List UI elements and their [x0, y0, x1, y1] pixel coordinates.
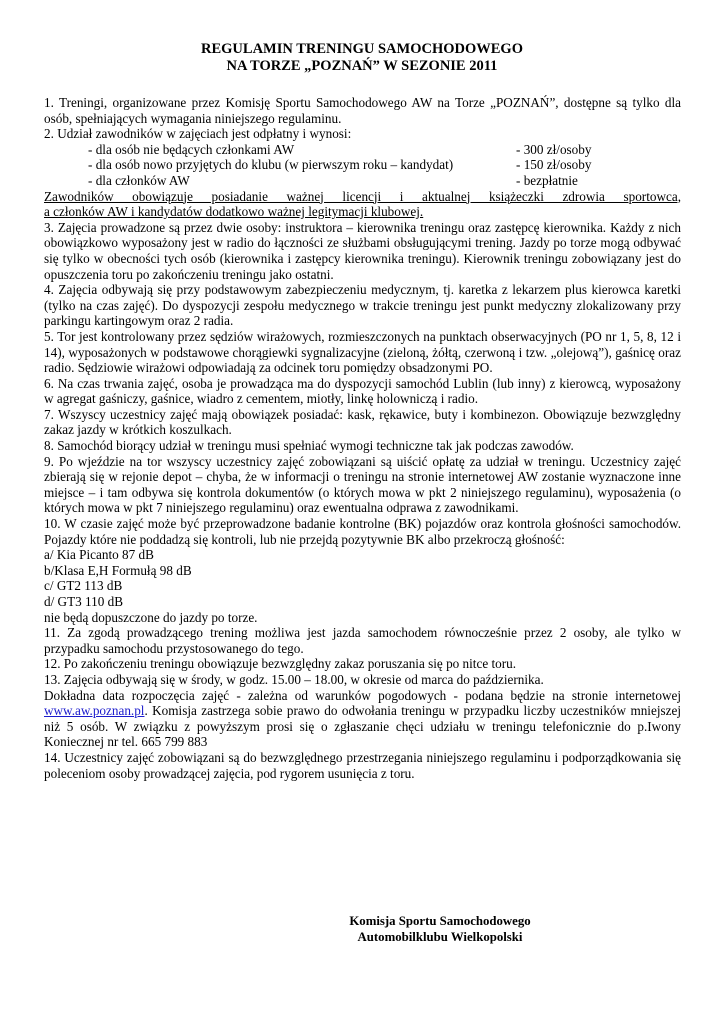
signature-line2: Automobilklubu Wielkopolski — [357, 930, 523, 944]
fee-row — [44, 173, 681, 189]
rule-6: 6. Na czas trwania zajęć, osoba je prowadząca ma do dyspozycji samochód Lublin (lub inny) z kierowcą, wyposażony w agregat gaśniczy, gaśnice, wiadro z cementem, miotły, linkę holowniczą i radio. — [44, 375, 681, 407]
rule-1: 1. Treningi, organizowane przez Komisję Sportu Samochodowego AW na Torze „POZNAŃ”, dostępne są tylko dla osób, spełniających wymagania niniejszego regulaminu. — [44, 95, 681, 126]
rule-13-details — [44, 688, 681, 750]
fee-row — [44, 142, 681, 158]
document-title-line2: NA TORZE „POZNAŃ” W SEZONIE 2011 — [226, 58, 498, 74]
fee-amount: - 150 zł/osoby — [516, 157, 592, 173]
rule-10-end: nie będą dopuszczone do jazdy po torze. — [44, 609, 258, 625]
rule-5: 5. Tor jest kontrolowany przez sędziów wirażowych, rozmieszczonych na punktach obserwacyjnych (PO nr 1, 5, 8, 12 i 14), wyposażonych w podstawowe chorągiewki sygnalizacyjne (zieloną, żółtą, czerwoną i tzw. „olejową”), gaśnicę oraz radio. Sędziowie wirażowi odpowiadają za odcinek toru pomiędzy obsadzonymi PO. — [44, 328, 681, 376]
rules-body — [44, 95, 681, 781]
rule-11: 11. Za zgodą prowadzącego trening możliwa jest jazda samochodem równocześnie przez 2 osoby, ale tylko w przypadku samochodu przystosowanego do tego. — [44, 625, 681, 656]
signature-line1: Komisja Sportu Samochodowego — [349, 914, 531, 928]
noise-limit-item: a/ Kia Picanto 87 dB — [44, 547, 154, 563]
fee-label: - dla osób nowo przyjętych do klubu (w pierwszym roku – kandydat) — [88, 157, 454, 173]
fee-label: - dla osób nie będących członkami AW — [88, 141, 295, 157]
rule-9: 9. Po wjeździe na tor wszyscy uczestnicy zajęć zobowiązani są uiścić opłatę za udział w treningu. Uczestnicy zajęć zbierają się w rejonie depot – chyba, że w informacji o treningu na stronie internetowej AW zostanie wyznaczone inne miejsce – i tam odbywa się kontrola dokumentów (o których mowa w pkt 2 niniejszego regulaminu), wyposażenia (o których mowa w pkt 7 niniejszego regulaminu) oraz ewentualna odprawa z zawodnikami. — [44, 453, 681, 516]
document-title-line1: REGULAMIN TRENINGU SAMOCHODOWEGO — [201, 41, 523, 57]
rule-4: 4. Zajęcia odbywają się przy podstawowym zabezpieczeniu medycznym, tj. karetka z lekarzem plus kierowca karetki (tylko na czas zajęć). Do dyspozycji zespołu medycznego w trakcie treningu jest punkt medyczny zlokalizowany przy parkingu kartingowym oraz 2 radia. — [44, 282, 681, 329]
license-note-line1: Zawodników obowiązuje posiadanie ważnej licencji i aktualnej książeczki zdrowia sportowca, — [44, 188, 681, 204]
rule-13-details-text-cont: . Komisja zastrzega sobie prawo do odwołania treningu w przypadku liczby uczestników mniejszej niż 5 osób. W związku z powyższym prosi się o zgłaszanie chęci udziału w treningu telefonicznie do p.Iwony Koniecznej nr tel. 665 799 883 — [44, 703, 681, 750]
rule-13-details-text: Dokładna data rozpoczęcia zajęć - zależna od warunków pogodowych - podana będzie na stronie internetowej — [44, 687, 681, 703]
rule-13: 13. Zajęcia odbywają się w środy, w godz. 15.00 – 18.00, w okresie od marca do października. — [44, 671, 544, 687]
fee-amount: - 300 zł/osoby — [516, 141, 592, 157]
fee-label: - dla członków AW — [88, 172, 190, 188]
rule-2: 2. Udział zawodników w zajęciach jest odpłatny i wynosi: — [44, 126, 352, 142]
noise-limit-item: b/Klasa E,H Formułą 98 dB — [44, 562, 192, 578]
rule-12: 12. Po zakończeniu treningu obowiązuje bezwzględny zakaz poruszania się po nitce toru. — [44, 656, 517, 672]
rule-3: 3. Zajęcia prowadzone są przez dwie osoby: instruktora – kierownika treningu oraz zastępcę kierownika. Każdy z nich obowiązkowo wyposażony jest w radio do łączności ze służbami obsługującymi trening. Jazdy po torze mogą odbywać się tylko w obecności tych osób (kierownika i zastępcy kierownika treningu). Kierownik treningu zobowiązany jest do opuszczenia toru po zakończeniu treningu jako ostatni. — [44, 219, 681, 282]
rule-10: 10. W czasie zajęć może być przeprowadzone badanie kontrolne (BK) pojazdów oraz kontrola głośności samochodów. Pojazdy które nie poddadzą się kontroli, lub nie przejdą pozytywnie BK albo przekroczą głośność: — [44, 516, 681, 547]
noise-limit-item: c/ GT2 113 dB — [44, 578, 123, 594]
noise-limit-item: d/ GT3 110 dB — [44, 594, 124, 609]
rule-7: 7. Wszyscy uczestnicy zajęć mają obowiązek posiadać: kask, rękawice, buty i kombinezon. Obowiązuje bezwzględny zakaz jazdy w krótkich koszulkach. — [44, 406, 681, 438]
website-link[interactable]: www.aw.poznan.pl — [44, 703, 145, 719]
fee-row — [44, 157, 681, 173]
license-note-line2: a członków AW i kandydatów dodatkowo ważnej legitymacji klubowej. — [44, 204, 424, 220]
rule-8: 8. Samochód biorący udział w treningu musi spełniać wymogi techniczne tak jak podczas zawodów. — [44, 438, 574, 454]
rule-14: 14. Uczestnicy zajęć zobowiązani są do bezwzględnego przestrzegania niniejszego regulaminu i podporządkowania się poleceniom osoby prowadzącej zajęcia, pod rygorem usunięcia z toru. — [44, 749, 681, 781]
fee-amount: - bezpłatnie — [516, 172, 578, 188]
